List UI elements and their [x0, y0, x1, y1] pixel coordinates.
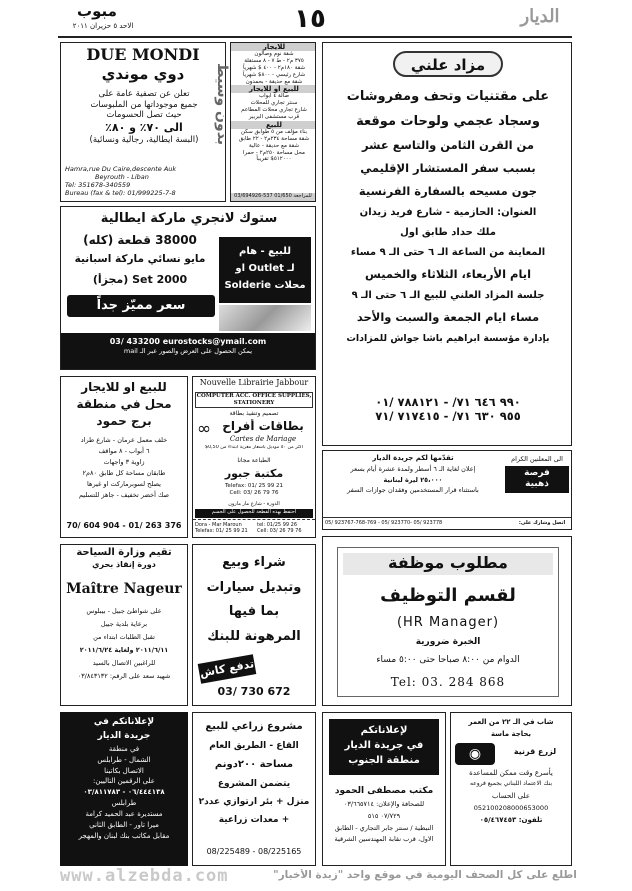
section-label: مبوب — [77, 2, 117, 20]
eye-icon-row — [453, 741, 569, 767]
stock-contact: 03/ 433200 eurostocks@ymail.com — [109, 337, 267, 346]
shop-detail: طابقان مساحة كل طابق ٨٠م٢ — [82, 469, 166, 478]
cornea-appeal-ad — [450, 712, 572, 866]
south-ads-body — [325, 783, 443, 863]
real-estate-body — [231, 43, 316, 201]
farm-line: منزل + بئر ارتوازي عدد٢ — [198, 797, 310, 807]
auction-body — [329, 85, 567, 385]
north-line: طرابلس — [111, 799, 137, 808]
telefax-line: Telefax: 01/ 25 99 21 — [225, 483, 283, 489]
special-price-badge: سعر مميّز جداً — [67, 295, 215, 317]
shop-detail: يصلح لسوبرماركت او غيرها — [87, 480, 161, 489]
shop-detail: صك أخضر تخفيف - جاهز للتسليم — [78, 491, 170, 500]
city-line: Beyrouth - Liban — [95, 173, 149, 182]
golden-chance-badge — [505, 466, 569, 493]
notice-contact — [323, 517, 571, 529]
shop-name: مكتبة جبور — [224, 467, 284, 480]
north-line: في منطقة — [108, 744, 140, 753]
auction-line: جلسة المزاد العلني للبيع الـ ٦ حتى الـ ٩ — [351, 290, 545, 302]
address-line: Hamra,rue Du Caire,descente Auk — [65, 165, 177, 173]
job-title-en: (HR Manager) — [396, 615, 500, 630]
auction-line: العنوان: الحازمية - شارع فريد زيدان — [359, 207, 537, 219]
farm-body — [195, 717, 313, 841]
discount-hint: احتفظ بهذه القطعة للحصول على الحسم — [195, 509, 313, 518]
no-broker-vertical: بدون وسيط — [214, 62, 230, 146]
auction-badge: مزاد علني — [393, 51, 503, 77]
due-mondi-body — [65, 89, 223, 161]
cornea-body — [453, 717, 569, 863]
issue-date: الاحد ٥ حزيران ٢٠١١ — [72, 22, 134, 30]
rings-icon: ∞ — [197, 419, 212, 439]
shop-phones: 70/ 604 904 - 01/ 263 376 — [66, 521, 182, 530]
outlet-box — [219, 237, 311, 303]
shop-details — [63, 435, 185, 515]
listing-line: صالة ٤ ابواب — [258, 93, 290, 100]
free-print: الطباعة مجاناً — [237, 457, 271, 464]
card-price: اكثر من ٥٠ موديل باسعار مغرية ابتداء من 0,50$ — [205, 445, 303, 450]
auction-ad — [322, 42, 572, 446]
footer-left — [195, 522, 255, 537]
outlet-line: للبيع - هام — [239, 246, 291, 257]
north-line: الاتصال بكاتبنا — [104, 766, 144, 775]
shop-detail: ٦ أبواب - ٨ مواقف — [98, 447, 150, 456]
lingerie-photo — [219, 305, 311, 331]
listing-line: بناء مؤلف من ٥ طوابق سكن — [240, 128, 308, 135]
outlet-line: محلات Solderie — [224, 280, 306, 291]
south-head-line: منطقة الجنوب — [348, 755, 420, 766]
stock-contact-bar — [61, 333, 315, 369]
job-ad — [322, 536, 572, 706]
auction-line: مساء ايام الجمعة والسبت والأحد — [356, 310, 540, 325]
notice-body — [325, 453, 501, 515]
section-head: للبيع — [231, 121, 316, 129]
shop-detail: خلف معمل عرمان - شارع طراد — [80, 436, 168, 444]
auction-line: بسبب سفر المستشار الإقليمي — [360, 161, 536, 176]
south-line: ٠٧/٧٢٩ ٥١٥ — [367, 811, 401, 820]
job-tel: Tel: 03. 284 868 — [390, 675, 506, 689]
farm-sale-ad — [192, 712, 316, 866]
job-requirement: الخبرة ضرورية — [415, 637, 481, 647]
listing-line: محل مساحة ٢٥٠م٢ - حمرا — [243, 149, 305, 156]
shop-rent-ad — [60, 376, 188, 538]
auction-line: على مقتنيات وتحف ومفروشات — [346, 89, 550, 104]
auction-line: ايام الأربعاء، الثلاثاء والخميس — [364, 267, 532, 282]
shop-detail: زاوية ٣ واجهات — [103, 458, 145, 467]
auction-line: وسجاد عجمي ولوحات موقعة — [356, 113, 540, 129]
north-line: ميرا تاور - الطابق الثاني — [89, 820, 159, 829]
cornea-line: يأسرع وقت ممكن للمساعدة — [469, 768, 553, 777]
librairie-contact — [195, 483, 313, 503]
due-mondi-line: جميع موجوداتها من الملبوسات — [90, 99, 198, 110]
due-mondi-ad — [60, 42, 226, 202]
south-line: النبطية / سنتر جابر التجاري - الطابق — [334, 823, 434, 832]
due-mondi-discount: الى ٧٠٪ و ٨٠٪ — [105, 120, 183, 134]
south-head-line: لإعلاناتكم — [360, 725, 408, 736]
south-ads-head — [329, 719, 439, 775]
auction-line: ملك حداد طابق اول — [400, 227, 496, 239]
due-mondi-address — [65, 165, 223, 201]
tourism-detail: على شواطئ جبيل - بيبلوس — [86, 607, 162, 615]
tourism-head — [61, 547, 187, 577]
north-line: لإعلاناتكم في — [93, 717, 155, 727]
notice-line: تقدّمها لكم جريدة الديار — [372, 454, 454, 462]
cornea-line: على الحساب — [491, 792, 531, 801]
auction-phone: ٩٩٠ ٦٤٦ ٧١/ - ٧٨٨١٢١ /٠١ — [375, 395, 521, 409]
card-design-label: تصميم وتنفيذ بطاقة — [229, 410, 279, 417]
north-ads-body — [62, 716, 186, 864]
tourism-head-line: تقيم وزارة السياحة — [76, 547, 172, 558]
listing-line: شقة مع حديقة - عالية — [249, 142, 299, 149]
page-number: ١٥ — [294, 4, 326, 34]
real-estate-footer: للمراجعة 01/650 537-03/694926 — [231, 193, 315, 202]
cornea-line: بنك الاعتماد اللبناني بجميع فروعه — [469, 780, 553, 788]
listing-line: شقة مع حديقة - بحمدون — [245, 78, 303, 85]
north-line: مقابل مكاتب بنك لبنان والمهجر — [78, 831, 170, 840]
farm-line: + معدات زراعية — [218, 815, 290, 825]
cornea-line: شاب في الـ ٢٢ من العمر — [468, 718, 554, 726]
south-line: مكتب مصطفى الحمود — [334, 786, 434, 796]
wedding-cards-title: بطاقات أفراح — [222, 419, 304, 433]
notice-contact-label: اتصل وشارك على: — [518, 520, 566, 526]
farm-phones: 08/225489 - 08/225165 — [206, 847, 302, 856]
tourism-details — [63, 605, 185, 705]
shop-head-line: للبيع او للايجار — [81, 380, 167, 394]
footer-right-line: tel: 01/25 99 26 — [257, 522, 298, 528]
listing-line: شارع رئيسي - ٨٠٠$ شهرياً — [242, 71, 306, 78]
section-head: للبيع او للايجار — [231, 85, 316, 93]
listing-line: ٣٧٥ م٢ - ط ٧ - ٨ مستقلة — [244, 57, 304, 64]
librairie-name: Nouvelle Librairie Jabbour — [199, 378, 309, 387]
listing-line: سنتر تجاري للمحلات — [250, 100, 298, 107]
tourism-detail: تقبل الطلبات ابتداء من — [93, 633, 155, 641]
cornea-line: لزرع قرنية — [513, 746, 557, 756]
newspaper-logo: الديار — [520, 6, 560, 27]
real-estate-ad — [230, 42, 316, 202]
badge-line: ذهبية — [525, 479, 549, 490]
listing-line: شقة نوم وصالون — [254, 51, 294, 57]
cornea-line: تلفون: ٠٥/٤٦٧٤٥٣ — [479, 816, 543, 825]
farm-line: مشروع زراعي للبيع — [205, 721, 303, 732]
tel-line: Tel: 351678-340559 — [65, 181, 131, 190]
auction-phones — [329, 395, 567, 441]
farm-line: القاع - الطريق العام — [209, 741, 299, 751]
page-header — [0, 0, 632, 38]
maitre-nageur: Maître Nageur — [66, 581, 182, 597]
stock-qty: 38000 قطعة (كله) — [83, 233, 197, 247]
notice-line: إعلان لغاية الـ ٦ أسطر ولمدة عشرة أيام بسعر — [350, 465, 476, 474]
badge-line: فرصة — [524, 468, 550, 478]
cornea-line: بحاجة ماسة — [490, 729, 532, 738]
shop-head-line: محل في منطقة — [76, 396, 172, 411]
farm-line: مساحة ٢٠٠دونم — [214, 759, 294, 770]
site-footer — [30, 866, 602, 888]
stock-lingerie-ad — [60, 206, 316, 370]
auction-line: بإدارة مؤسسة ابراهيم باشا جواش للمزادات — [346, 333, 550, 345]
south-line: للصحافة والإعلان: ٠٣/٦٦٥٧١٤ — [343, 800, 425, 809]
due-mondi-line: (البسة ايطالية، رجالية ونسائية) — [89, 134, 199, 145]
cars-ad — [192, 544, 316, 706]
due-mondi-line: حيث تصل الحسومات — [106, 110, 182, 121]
tourism-detail: برعاية بلدية جبيل — [100, 620, 148, 628]
listing-line: شارع تجاري محلات المطاعم — [241, 107, 307, 114]
bureau-line: Bureau (fax & tel): 01/999225-7-8 — [65, 189, 176, 198]
stock-sets: 2000 Set (مجزأ) — [92, 273, 188, 286]
notice-line: ٢٥،٠٠٠ ليرة لبنانية — [383, 475, 443, 484]
stock-title: ستوك لانجري ماركة ايطالية — [100, 211, 278, 226]
site-link[interactable]: www.alzebda.com — [60, 866, 229, 886]
cars-phone: 03/ 730 672 — [217, 685, 291, 698]
north-line: مستديرة عبد الحميد كرامة — [85, 809, 163, 818]
librairie-footer — [193, 519, 315, 537]
listing-line: شقة ١٨٠م٢ - ٤٠٠ $ شهرياً — [242, 64, 306, 71]
cars-line: المرهونة للبنك — [207, 629, 301, 645]
shop-headline — [61, 379, 187, 431]
auction-phone: ٩٥٥ ٦٣٠ ٧١/ - ٧١٧٤١٥ /٧١ — [375, 409, 521, 424]
notice-side — [505, 453, 569, 515]
north-line: على الرقمين التاليين: — [93, 777, 155, 786]
tourism-detail: للراغبين الاتصال بالسيد — [92, 659, 156, 667]
librairie-address: الدورة - شارع مار مارون — [228, 501, 280, 507]
job-title: مطلوب موظفة — [343, 553, 553, 575]
south-line: الاول، قرب نقابة المهندسين الشرقية — [334, 835, 434, 844]
footer-left-line: Dora - Mar Maroun — [195, 522, 242, 528]
north-line: ٠٦/٤٤٤١٣٨ - ٠٣/٨١١٧٨٣ — [83, 788, 165, 797]
outlet-line: لـ Outlet او — [235, 263, 295, 274]
cash-badge: تدفع كاش — [198, 654, 257, 683]
wedding-cards-fr: Cartes de Mariage — [229, 435, 297, 443]
cars-body — [193, 551, 315, 655]
listing-line: قرب مستشفى البربير — [248, 114, 300, 120]
librairie-services: COMPUTER ACC. OFFICE SUPPLIES, STATIONERY — [196, 393, 312, 406]
farm-line: يتضمن المشروع — [217, 779, 291, 789]
stock-line: مايو نسائي ماركة اسبانية — [74, 253, 206, 265]
promo-text: اطلع على كل الصحف اليومية في موقع واحد "زبدة الأخبار" — [273, 869, 577, 881]
due-mondi-title: DUE MONDI — [86, 45, 200, 64]
due-mondi-title-ar: دوي موندي — [101, 65, 185, 83]
cars-line: شراء وبيع — [222, 555, 286, 570]
auction-line: من القرن الثامن والتاسع عشر — [361, 138, 535, 153]
shop-head-line: برج حمود — [96, 413, 152, 428]
north-ads-office — [60, 712, 188, 866]
listing-line: شقة مساحة ٢٣٤م٢ - ٢٢ طابق — [238, 135, 310, 142]
stock-note: يمكن الحصول على العرض والصور عبر الـ mail — [123, 347, 253, 355]
auction-line: المعاينة من الساعة الـ ٦ حتى الـ ٩ مساء — [350, 247, 546, 259]
cell-line: Cell: 03/ 26 79 76 — [229, 489, 279, 496]
diyar-notice-ad — [322, 450, 572, 530]
notice-side-line: الى المعلنين الكرام — [511, 455, 563, 463]
cars-line: بما فيها — [228, 604, 280, 620]
north-line: الشمال - طرابلس — [97, 755, 151, 764]
tourism-detail: شهيد سعد على الرقم: ٠٣/٨٤٣١٣٢ — [77, 672, 171, 680]
south-head-line: في جريدة الديار — [344, 740, 424, 751]
footer-right — [257, 522, 313, 537]
header-rule — [58, 36, 572, 38]
north-line: جريدة الديار — [97, 730, 151, 741]
footer-right-line: Cell: 03/ 26 79 76 — [257, 528, 302, 535]
south-ads-office — [322, 712, 446, 866]
listing-line: ٥١٢٠٠٠$ تقريباً — [256, 156, 292, 163]
section-head: للايجار — [231, 43, 316, 51]
account-number: 052100208000653000 — [473, 803, 549, 812]
librairie-ad — [192, 376, 316, 538]
notice-phones: 05/ 923767-768-769 - 05/ 923770- 05/ 923778 — [325, 520, 443, 526]
notice-line: باستثناء قرار المستخدمين وفقدان جوازات السفر — [347, 485, 479, 494]
job-hours: الدوام من ٨:٠٠ صباحاً حتى ٥:٠٠ مساء — [376, 655, 520, 665]
due-mondi-line: تعلن عن تصفية عامة على — [98, 89, 190, 99]
job-dept: لقسم التوظيف — [380, 585, 516, 606]
auction-line: جون مسيحه بالسفارة الفرنسية — [358, 184, 538, 199]
cars-line: وتبديل سيارات — [206, 579, 302, 595]
footer-left-line: Telefax: 01/ 25 99 21 — [195, 528, 248, 535]
tourism-ad — [60, 544, 188, 706]
eye-icon: ◉ — [455, 743, 495, 765]
tourism-head-line: دورة إنقاذ بحري — [92, 559, 156, 569]
tourism-detail: ٢٠١١/٦/١١ ولغاية ٢٠١١/٦/٢٤ — [79, 646, 169, 654]
